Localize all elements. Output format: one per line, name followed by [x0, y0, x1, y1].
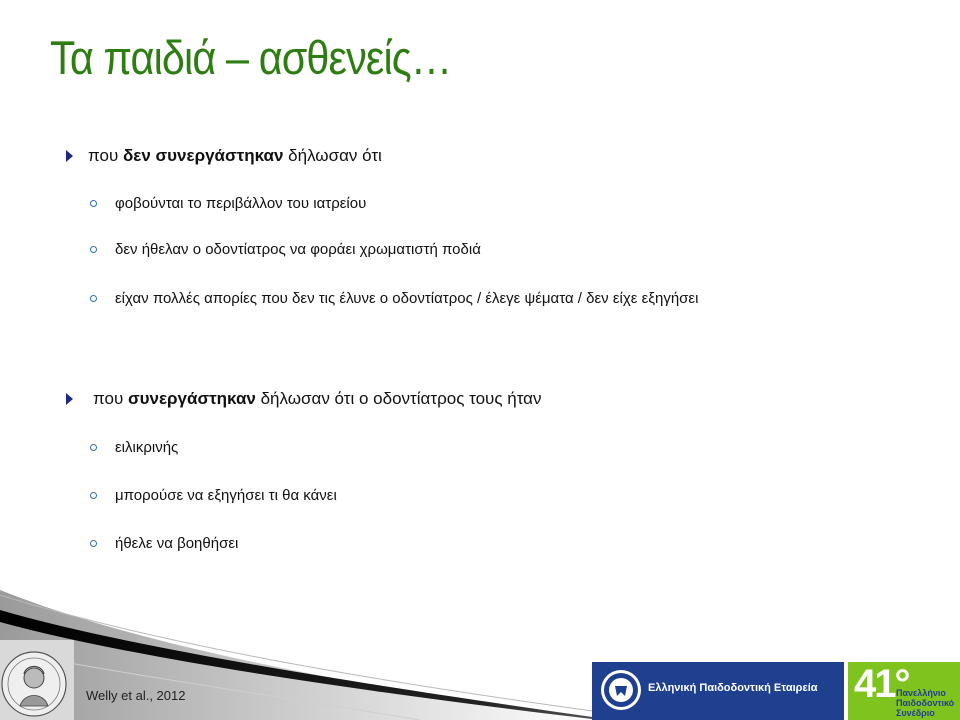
list-item-text: ειλικρινής: [115, 439, 179, 456]
society-logo: [592, 662, 844, 720]
society-name: Ελληνική Παιδοδοντική Εταιρεία: [648, 682, 818, 694]
society-emblem-icon: [599, 668, 643, 712]
bullet-group-1-prefix: που: [88, 146, 123, 165]
bullet-group-2-suffix: δήλωσαν ότι ο οδοντίατρος τους ήταν: [255, 389, 542, 408]
citation: Welly et al., 2012: [86, 688, 186, 703]
slide-title: Τα παιδιά – ασθενείς…: [50, 31, 452, 84]
bullet-group-2: [66, 389, 666, 411]
list-item-text: είχαν πολλές απορίες που δεν τις έλυνε ο οδοντίατρος / έλεγε ψέματα / δεν είχε εξηγήσει: [115, 290, 699, 307]
congress-line-2: Παιδοδοντικό: [896, 698, 955, 708]
bullet-group-1: [66, 146, 566, 168]
hollow-circle-icon: [90, 200, 97, 207]
hollow-circle-icon: [90, 246, 97, 253]
bullet-group-1-bold: δεν συνεργάστηκαν: [122, 146, 284, 165]
bullet-group-1-suffix: δήλωσαν ότι: [283, 146, 382, 165]
list-item-text: μπορούσε να εξηγήσει τι θα κάνει: [115, 487, 337, 504]
triangle-right-icon: [66, 150, 73, 162]
list-item-text: φοβούνται το περιβάλλον του ιατρείου: [115, 195, 367, 212]
list-item-text: δεν ήθελαν ο οδοντίατρος να φοράει χρωματιστή ποδιά: [115, 241, 481, 258]
bullet-group-2-text: [93, 389, 542, 409]
congress-logo: [848, 662, 960, 720]
hollow-circle-icon: [90, 492, 97, 499]
hollow-circle-icon: [90, 444, 97, 451]
congress-line-3: Συνέδριο: [896, 708, 935, 718]
hollow-circle-icon: [90, 540, 97, 547]
university-seal-logo: [0, 640, 74, 720]
hollow-circle-icon: [90, 295, 97, 302]
congress-number: 41°: [854, 662, 909, 706]
bullet-group-2-prefix: που: [93, 389, 128, 408]
triangle-right-icon: [66, 393, 73, 405]
congress-line-1: Πανελλήνιο: [896, 688, 946, 698]
bullet-group-1-text: [88, 146, 382, 166]
bullet-group-2-bold: συνεργάστηκαν: [127, 389, 256, 408]
list-item-text: ήθελε να βοηθήσει: [115, 535, 239, 552]
